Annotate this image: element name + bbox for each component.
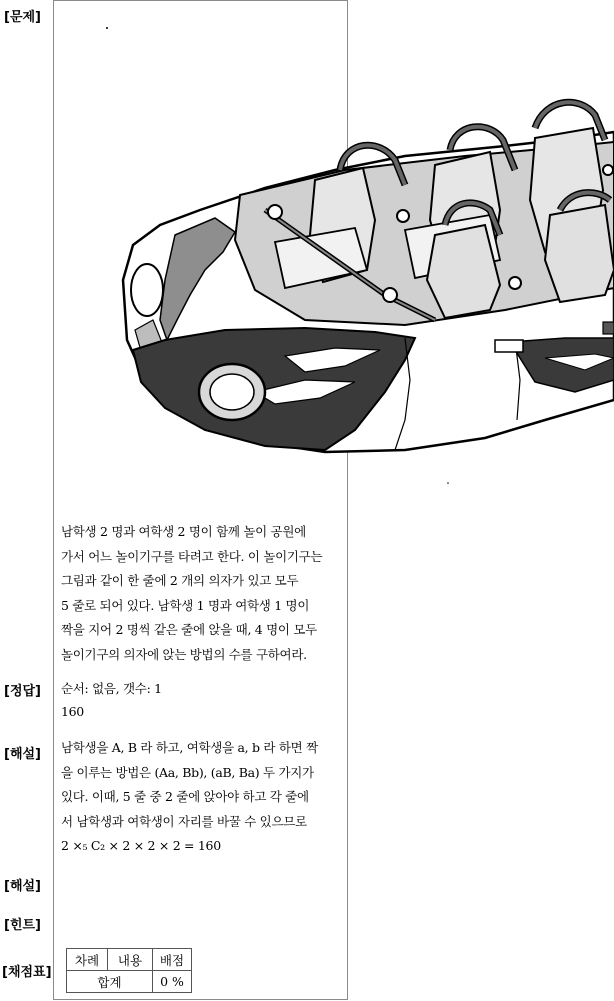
- scoring-total-label: 합계: [67, 971, 153, 993]
- problem-line: 가서 어느 놀이기구를 타려고 한다. 이 놀이기구는: [61, 548, 323, 564]
- scoring-header-points: 배점: [153, 949, 192, 971]
- label-explanation: [해설]: [4, 747, 41, 762]
- explanation-line: 을 이루는 방법은 (Aa, Bb), (aB, Ba) 두 가지가: [61, 764, 314, 780]
- label-scoring: [채점표]: [2, 965, 52, 980]
- answer-meta: 순서: 없음, 갯수: 1: [61, 681, 162, 696]
- explanation-line: 2 ×₅ C₂ × 2 × 2 × 2 = 160: [61, 838, 221, 853]
- scoring-header-content: 내용: [108, 949, 153, 971]
- explanation-line: 있다. 이때, 5 줄 중 2 줄에 앉아야 하고 각 줄에: [61, 789, 309, 804]
- scoring-header-order: 차례: [67, 949, 108, 971]
- explanation-line: 남학생을 A, B 라 하고, 여학생을 a, b 라 하면 짝: [61, 740, 318, 755]
- scoring-table: [66, 948, 192, 993]
- answer-block: [61, 677, 351, 723]
- answer-value: 160: [61, 704, 84, 719]
- explanation-line: 서 남학생과 여학생이 자리를 바꿀 수 있으므로: [61, 813, 307, 829]
- label-answer: [정답]: [4, 684, 41, 699]
- problem-line: 그림과 같이 한 줄에 2 개의 의자가 있고 모두: [61, 573, 299, 588]
- problem-line: 짝을 지어 2 명씩 같은 줄에 앉을 때, 4 명이 모두: [61, 622, 317, 637]
- scoring-total-value: 0 %: [153, 971, 192, 993]
- problem-line: 놀이기구의 의자에 앉는 방법의 수를 구하여라.: [61, 646, 307, 662]
- ride-illustration: [105, 20, 614, 490]
- label-hint: [힌트]: [4, 918, 41, 933]
- problem-text: [61, 520, 351, 667]
- problem-line: 5 줄로 되어 있다. 남학생 1 명과 여학생 1 명이: [61, 597, 310, 613]
- label-problem: [문제]: [4, 10, 41, 25]
- problem-line: 남학생 2 명과 여학생 2 명이 함께 놀이 공원에: [61, 524, 306, 539]
- explanation-text: [61, 736, 351, 859]
- label-explanation-2: [해설]: [4, 879, 41, 894]
- table-row: [67, 949, 192, 971]
- table-row: [67, 971, 192, 993]
